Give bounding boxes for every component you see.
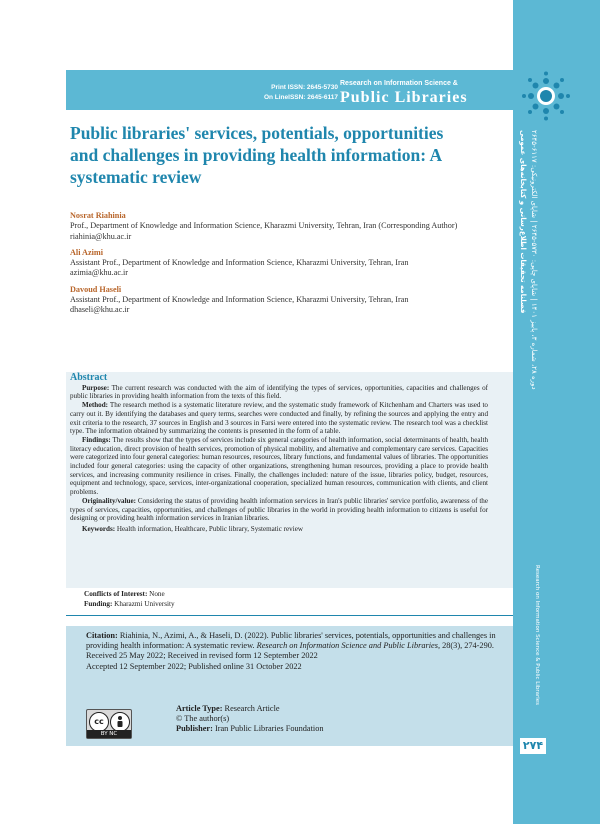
article-type-label: Article Type:	[176, 704, 223, 713]
cc-icon: cc	[89, 712, 109, 732]
publisher-value: Iran Public Libraries Foundation	[214, 724, 324, 733]
keywords-label: Keywords:	[82, 524, 116, 533]
abstract-keywords	[70, 525, 488, 534]
author-list	[70, 211, 470, 322]
method-label: Method:	[82, 401, 109, 410]
abstract-heading: Abstract	[70, 372, 108, 383]
citation-journal: Research on Information Science and Public Libraries,	[256, 641, 441, 651]
findings-label: Findings:	[82, 435, 111, 444]
funding-label: Funding:	[84, 599, 113, 608]
cc-badge-label: BY NC	[87, 730, 131, 738]
sidebar-english-journal: Research on Information Science & Public Libraries	[534, 565, 540, 706]
declarations	[84, 590, 175, 609]
findings-text: The results show that the types of services include six general categories of health information, social determinants of health, health literacy education, direct provision of health services, promotion of physical mobility, and alternative and complementary care services. Capacities were categorized into four general categories: human resources, resources, library functions, and fundamental values of libraries. The opportunities included four general categories: using the capacity of other organizations, strengthening human resources, providing a place to provide health services, and increasing community resilience in crises. Finally, the challenges included: nature of the issue, libraries policy, budget, resources, equipment and technology, space, services, inter-organizational cooperation, specialized human resources, communication with clients, and client problems.	[70, 435, 489, 497]
conflicts-line	[84, 590, 175, 600]
author-affiliation: Assistant Prof., Department of Knowledge and Information Science, Kharazmi University, Tehran, Iran	[70, 258, 409, 268]
funding-value: Kharazmi University	[114, 599, 175, 608]
article-type-line	[176, 704, 324, 714]
author-name: Ali Azimi	[70, 247, 103, 257]
conflicts-label: Conflicts of Interest:	[84, 590, 148, 598]
abstract-originality	[70, 497, 488, 523]
conflicts-value: None	[149, 590, 165, 598]
sidebar-persian-title: فصلنامه تحقیقات اطلاع‌رسانی و کتابخانه‌های عمومی	[519, 130, 527, 314]
copyright-line: © The author(s)	[176, 714, 230, 723]
journal-logo-icon	[516, 70, 576, 122]
author-email[interactable]: dhaseli@khu.ac.ir	[70, 305, 130, 315]
originality-label: Originality/value:	[82, 496, 136, 505]
side-color-band	[513, 0, 600, 824]
section-divider	[66, 615, 513, 616]
author-email[interactable]: azimia@khu.ac.ir	[70, 268, 129, 278]
article-type-value: Research Article	[224, 704, 280, 713]
article-title: Public libraries' services, potentials, opportunities and challenges in providing health information: A systematic review	[70, 123, 444, 187]
purpose-text: The current research was conducted with the aim of identifying the types of services, opportunities, capacities and challenges of public libraries in providing health information from the texts of this field.	[70, 383, 488, 401]
citation-body: Riahinia, N., Azimi, A., & Haseli, D. (2022). Public libraries' services, potentials, opportunities and challenges in providing health information: A systematic review.	[86, 631, 496, 651]
keywords-text: Health information, Healthcare, Public library, Systematic review	[116, 524, 303, 533]
abstract-method	[70, 401, 488, 436]
article-meta	[176, 704, 324, 734]
abstract-purpose	[70, 384, 488, 401]
online-issn: On LineISSN: 2645-6117	[263, 94, 338, 101]
issn-block	[230, 83, 338, 103]
author-affiliation: Prof., Department of Knowledge and Information Science, Kharazmi University, Tehran, Iran (Corresponding Author)	[70, 221, 458, 231]
publisher-line	[176, 724, 324, 734]
author-affiliation: Assistant Prof., Department of Knowledge and Information Science, Kharazmi University, Tehran, Iran	[70, 295, 409, 305]
abstract-section	[70, 374, 488, 534]
citation-volume: 28(3), 274-290.	[442, 641, 494, 651]
cc-license-badge[interactable]	[86, 709, 132, 739]
attribution-icon	[110, 712, 130, 732]
sidebar-persian-issue: دوره ۲۸، شماره ۳، پاییز ۱۴۰۱ | شاپای چاپی: ۵۷۳۰-۲۶۴۵ | شاپای الکترونیکی: ۶۱۱۷-۲۶۴۵	[530, 130, 538, 390]
funding-line	[84, 600, 175, 610]
page-number: ۲۷۴	[520, 738, 546, 754]
received-dates: Received 25 May 2022; Received in revised form 12 September 2022	[86, 651, 318, 661]
abstract-findings	[70, 436, 488, 497]
citation-label: Citation:	[86, 631, 118, 640]
method-text: The research method is a systematic literature review, and the systematic study framework of Kitchenham and Charters was used to carry out it. By identifying the databases and query terms, searches were conducted and finally, by refining the sources and applying the entry and exit criteria to the research, 37 sources in English and 3 sources in Farsi were entered into the systematic review. The research tool was a checklist type. The information obtained by summarizing the contents is presented in the form of a table.	[70, 401, 488, 436]
author-email[interactable]: riahinia@khu.ac.ir	[70, 231, 132, 241]
journal-name-line2: Public Libraries	[340, 89, 468, 106]
accepted-dates: Accepted 12 September 2022; Published online 31 October 2022	[86, 661, 302, 671]
citation-block	[86, 631, 506, 672]
journal-name-line1: Research on Information Science &	[340, 80, 458, 87]
author-name: Davoud Haseli	[70, 284, 122, 294]
originality-text: Considering the status of providing health information services in Iran's public libraries' service portfolio, awareness of the types of services, capacities, opportunities, and challenges of public libraries in the world in providing health information to citizens is useful for designing or providing health information services in Iranian libraries.	[70, 496, 488, 523]
purpose-label: Purpose:	[82, 383, 110, 392]
author-entry	[70, 211, 470, 242]
author-entry	[70, 248, 470, 279]
citation-text	[86, 631, 506, 651]
author-entry	[70, 285, 470, 316]
publisher-label: Publisher:	[176, 724, 213, 733]
author-name: Nosrat Riahinia	[70, 211, 126, 220]
print-issn: Print ISSN: 2645-5730	[271, 84, 338, 91]
